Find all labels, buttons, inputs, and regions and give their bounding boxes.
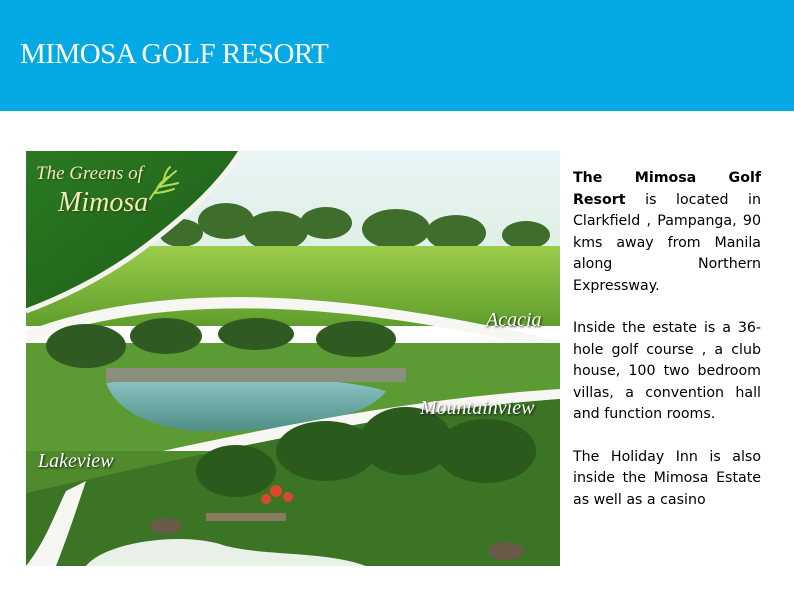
resort-name: The Mimosa Golf Resort xyxy=(573,170,761,208)
slide-title: MIMOSA GOLF RESORT xyxy=(20,38,329,70)
facilities-paragraph: Inside the estate is a 36-hole golf course , a club house, 100 two bedroom villas, a convention hall and function rooms. xyxy=(573,320,761,422)
location-text: is located in Clarkfield , Pampanga, 90 kms away from Manila along Northern Expressway. xyxy=(573,191,761,294)
course-label-mountainview: Mountainview xyxy=(420,397,535,419)
brand-name-line1: The Greens of xyxy=(36,163,143,184)
course-label-acacia: Acacia xyxy=(486,309,542,331)
brand-name-line2: Mimosa xyxy=(58,187,149,218)
description-column xyxy=(573,168,761,532)
course-label-lakeview: Lakeview xyxy=(38,450,114,472)
hotel-paragraph: The Holiday Inn is also inside the Mimosa Estate as well as a casino xyxy=(573,448,761,508)
location-paragraph xyxy=(573,168,761,297)
slide-header xyxy=(0,0,794,111)
golf-course-collage xyxy=(26,151,560,566)
